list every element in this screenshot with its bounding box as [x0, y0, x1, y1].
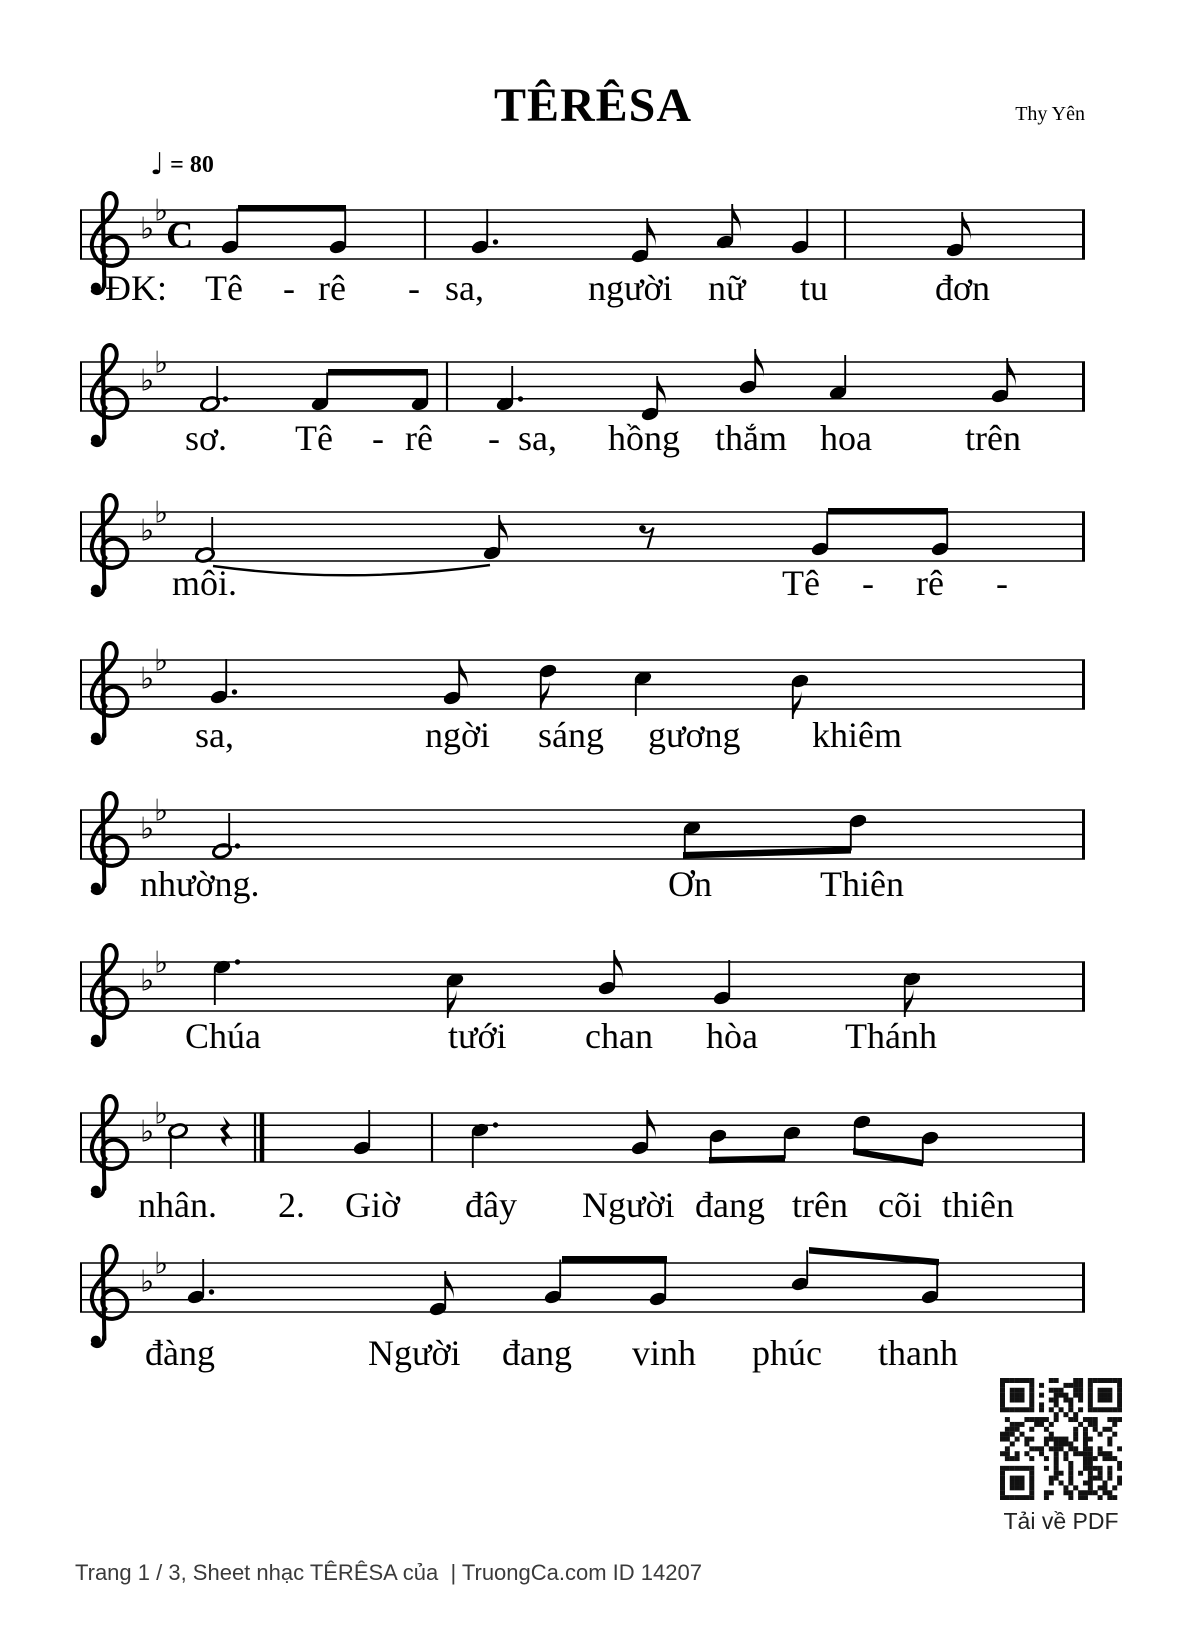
note [310, 373, 330, 413]
note [482, 515, 508, 561]
lyric-syllable: Tê [205, 268, 243, 308]
note [186, 1259, 214, 1305]
treble-clef-icon [91, 495, 128, 595]
lyric-syllable: - [488, 418, 500, 458]
lyric-syllable: ĐK: [105, 268, 167, 308]
lyric-syllable: chan [585, 1016, 653, 1056]
lyric-syllable: đây [465, 1185, 517, 1225]
eighth-flag [962, 212, 971, 240]
tie-slur [213, 565, 490, 575]
note [352, 1110, 372, 1156]
qr-code [1000, 1378, 1122, 1500]
note [209, 659, 237, 705]
flat-sign-icon: ♭ [154, 945, 169, 981]
augmentation-dot [493, 1122, 498, 1127]
lyric-syllable: đơn [935, 268, 991, 308]
note [470, 209, 498, 255]
note [410, 373, 430, 413]
treble-clef-icon [91, 793, 128, 893]
lyric-syllable: trên [965, 418, 1021, 458]
flat-sign-icon: ♭ [154, 495, 169, 531]
lyric-syllable: Tê [295, 418, 333, 458]
lyric-syllable: Ơn [668, 864, 712, 904]
beam [853, 1148, 923, 1167]
flat-sign-icon: ♭ [154, 1246, 169, 1282]
lyric-syllable: hòa [706, 1016, 758, 1056]
eighth-flag [657, 376, 666, 404]
treble-clef-icon [91, 1246, 128, 1346]
flat-sign-icon: ♭ [154, 1096, 169, 1132]
quarter-note-icon: ♩ [150, 147, 165, 182]
beam [683, 847, 851, 859]
qr-block [998, 1378, 1124, 1535]
note [630, 218, 656, 264]
lyric-syllable: phúc [752, 1333, 822, 1373]
note [328, 209, 348, 256]
lyric-syllable: sáng [538, 715, 604, 755]
note [930, 512, 950, 558]
lyric-syllable: gương [648, 715, 741, 755]
augmentation-dot [518, 396, 523, 401]
note [738, 349, 764, 395]
beam [328, 369, 428, 376]
tempo-marking [150, 148, 214, 184]
note [712, 960, 732, 1006]
staff-system [80, 945, 1085, 1045]
staff-system [80, 643, 1085, 743]
eighth-flag [448, 990, 457, 1018]
lyric-syllable: sa, [195, 715, 234, 755]
lyric-syllable: cõi [878, 1185, 922, 1225]
staff-system [80, 345, 1085, 445]
note [212, 813, 240, 860]
flat-sign-icon: ♭ [154, 643, 169, 679]
lyric-syllable: - [408, 268, 420, 308]
note [428, 1271, 454, 1317]
treble-clef-icon [91, 643, 128, 743]
eighth-flag [755, 349, 764, 377]
eighth-flag [647, 1110, 656, 1138]
lyric-syllable: sơ. [185, 418, 228, 458]
staff-system [80, 1096, 1085, 1196]
note [715, 204, 741, 250]
lyric-syllable: Tê [782, 563, 820, 603]
lyric-syllable: người [588, 268, 673, 308]
staff-system [80, 793, 1085, 893]
treble-clef-icon [91, 945, 128, 1045]
lyric-syllable: hồng [608, 418, 680, 458]
lyric-syllable: thanh [878, 1333, 958, 1373]
lyric-syllable: nhường. [140, 864, 260, 904]
lyric-syllable: Thiên [820, 864, 904, 904]
eighth-flag [905, 989, 914, 1017]
eighth-flag [732, 204, 741, 232]
lyric-syllable: Người [368, 1333, 461, 1373]
lyric-syllable: tu [800, 268, 829, 308]
lyric-syllable: rê [318, 268, 346, 308]
note [810, 512, 830, 558]
flat-sign-icon: ♭ [140, 811, 155, 847]
flat-sign-icon: ♭ [140, 211, 155, 247]
flat-sign-icon: ♭ [140, 963, 155, 999]
lyric-syllable: hoa [820, 418, 872, 458]
lyric-syllable: Giờ [345, 1185, 401, 1225]
note [920, 1130, 940, 1164]
composer-name: Thy Yên [1015, 103, 1085, 125]
tempo-value: = 80 [170, 152, 214, 178]
lyric-syllable: môi. [172, 563, 238, 603]
lyric-syllable: - [283, 268, 295, 308]
lyric-syllable: - [996, 563, 1008, 603]
lyric-syllable: - [372, 418, 384, 458]
treble-clef-icon [91, 193, 128, 293]
note [200, 366, 228, 413]
lyric-syllable: ngời [425, 715, 491, 755]
flat-sign-icon: ♭ [140, 1264, 155, 1300]
note [708, 1128, 728, 1161]
treble-clef-icon [91, 345, 128, 445]
staff-system [80, 495, 1085, 595]
note [990, 358, 1016, 404]
flat-sign-icon: ♭ [140, 363, 155, 399]
note [470, 1122, 498, 1168]
lyric-syllable: đang [502, 1333, 572, 1373]
lyric-syllable: khiêm [812, 715, 902, 755]
time-signature: C [166, 214, 194, 257]
augmentation-dot [209, 1289, 214, 1294]
augmentation-dot [493, 239, 498, 244]
note [920, 1262, 940, 1305]
eighth-flag [793, 691, 802, 719]
note [495, 366, 523, 412]
lyric-syllable: Chúa [185, 1016, 261, 1056]
lyric-syllable: - [862, 563, 874, 603]
lyric-syllable: đang [695, 1185, 765, 1225]
flat-sign-icon: ♭ [154, 193, 169, 229]
note [682, 820, 702, 856]
augmentation-dot [232, 689, 237, 694]
flat-sign-icon: ♭ [154, 793, 169, 829]
flat-sign-icon: ♭ [140, 513, 155, 549]
lyric-syllable: nhân. [138, 1185, 217, 1225]
staff-system [80, 193, 1085, 293]
augmentation-dot [235, 959, 240, 964]
eighth-flag [499, 515, 508, 543]
note [648, 1260, 668, 1308]
lyric-syllable: Thánh [845, 1016, 937, 1056]
flat-sign-icon: ♭ [154, 345, 169, 381]
lyric-syllable: vinh [632, 1333, 697, 1373]
note [442, 660, 468, 706]
note [902, 971, 922, 1017]
lyric-syllable: đàng [145, 1333, 215, 1373]
lyric-syllable: 2. [278, 1185, 305, 1225]
note [220, 209, 240, 256]
lyric-syllable: tưới [448, 1016, 507, 1056]
lyric-syllable: trên [792, 1185, 848, 1225]
treble-clef-icon [91, 1096, 128, 1196]
note [543, 1260, 563, 1306]
lyric-syllable: rê [916, 563, 944, 603]
note [790, 1250, 810, 1292]
beam [828, 508, 948, 515]
note [852, 1114, 872, 1152]
lyric-syllable: sa, [518, 418, 557, 458]
page-footer: Trang 1 / 3, Sheet nhạc TÊRÊSA của | TruongCa.com ID 14207 [75, 1560, 702, 1585]
lyric-syllable: Người [582, 1185, 675, 1225]
note [597, 950, 623, 996]
lyric-syllable: thiên [942, 1185, 1014, 1225]
augmentation-dot [223, 396, 228, 401]
note [790, 673, 810, 719]
page-title: TÊRÊSA [493, 79, 693, 132]
qr-label: Tải về PDF [1003, 1508, 1119, 1534]
flat-sign-icon: ♭ [140, 1114, 155, 1150]
note [848, 813, 868, 851]
augmentation-dot [235, 843, 240, 848]
quarter-rest-icon [220, 1116, 233, 1147]
flat-sign-icon: ♭ [140, 661, 155, 697]
note [538, 663, 558, 709]
note [790, 209, 810, 255]
lyric-syllable: nữ [708, 268, 746, 308]
beam [562, 1256, 667, 1263]
lyric-syllable: sa, [445, 268, 484, 308]
staff-system [80, 1246, 1085, 1346]
note [782, 1125, 802, 1159]
lyric-syllable: thắm [715, 418, 787, 458]
beam [238, 205, 346, 212]
lyric-syllable: rê [405, 418, 433, 458]
